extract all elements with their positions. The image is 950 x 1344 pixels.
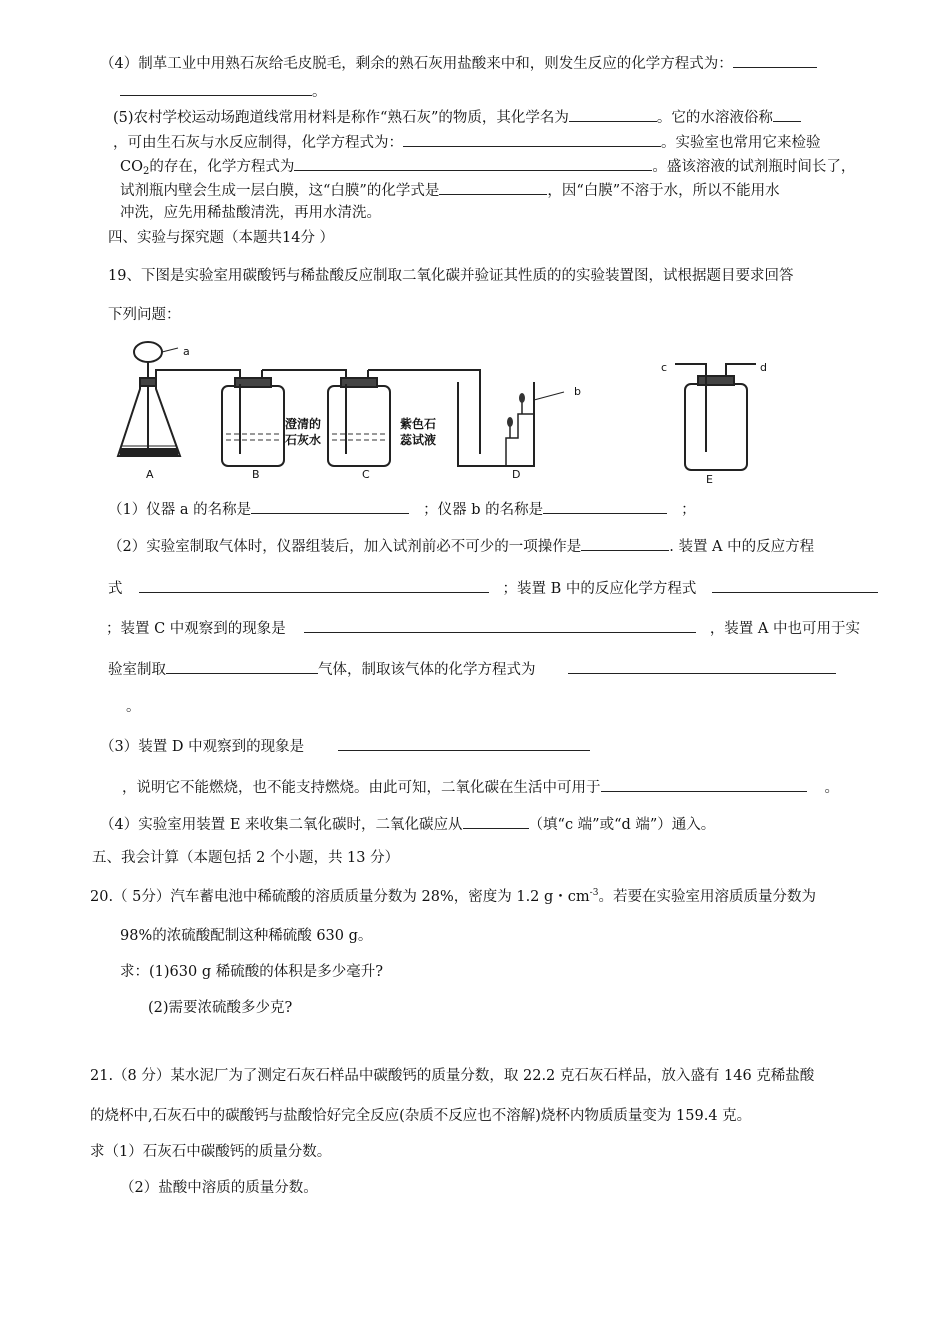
q19-part4: （4）实验室用装置 E 来收集二氧化碳时，二氧化碳应从 （填“c 端”或“d 端”）通入。 xyxy=(100,813,715,835)
label-a: a xyxy=(183,345,190,358)
answer-blank[interactable] xyxy=(463,813,529,829)
q21-line4: （2）盐酸中溶质的质量分数。 xyxy=(120,1180,318,1196)
q20-line1: 20.（ 5分）汽车蓄电池中稀硫酸的溶质质量分数为 28%，密度为 1.2 g・$cm^{-3}$。若要在实验室用溶质质量分数为 xyxy=(90,888,816,905)
q19-part3-line1: （3）装置 D 中观察到的现象是 xyxy=(100,735,590,757)
q21-line2: 的烧杯中,石灰石中的碳酸钙与盐酸恰好完全反应(杂质不反应也不溶解)烧杯内物质质量变为 159.4 克。 xyxy=(90,1108,752,1124)
caption-e: E xyxy=(706,473,713,486)
liquid-label-b-2: 石灰水 xyxy=(285,433,322,447)
q19-part3-line2: ，说明它不能燃烧，也不能支持燃烧。由此可知，二氧化碳在生活中可用于 。 xyxy=(122,776,839,798)
q18-part5-line1: (5)农村学校运动场跑道线常用材料是称作“熟石灰”的物质，其化学名为 。它的水溶液俗称 xyxy=(113,106,801,128)
q19-part1: （1）仪器 a 的名称是 ；仪器 b 的名称是 ； xyxy=(108,498,696,520)
caption-b: B xyxy=(252,468,260,481)
answer-blank[interactable] xyxy=(568,658,836,674)
label-c: c xyxy=(661,361,668,374)
section5-heading: 五、我会计算（本题包括 2 个小题，共 13 分） xyxy=(92,850,400,866)
q18-part4-line2: 。 xyxy=(120,80,327,102)
q19-part2-line3: ；装置 C 中观察到的现象是 ，装置 A 中也可用于实 xyxy=(106,617,860,639)
q18-part5-line2: ，可由生石灰与水反应制得，化学方程式为： 。实验室也常用它来检验 xyxy=(113,131,821,153)
q19-part2-line1: （2）实验室制取气体时，仪器组装后，加入试剂前必不可少的一项操作是 . 装置 A 中的反应方程 xyxy=(108,535,814,557)
answer-blank[interactable] xyxy=(139,577,489,593)
q19-part2-line5: 。 xyxy=(126,699,141,715)
label-d: d xyxy=(760,361,767,374)
q20-line4: (2)需要浓硫酸多少克? xyxy=(148,1000,293,1016)
liquid-label-c-2: 蕊试液 xyxy=(400,433,437,447)
answer-blank[interactable] xyxy=(773,106,801,122)
caption-a: A xyxy=(146,468,154,481)
q21-line1: 21.（8 分）某水泥厂为了测定石灰石样品中碳酸钙的质量分数，取 22.2 克石灰石样品，放入盛有 146 克稀盐酸 xyxy=(90,1068,815,1084)
answer-blank[interactable] xyxy=(294,155,652,171)
answer-blank[interactable] xyxy=(733,52,817,68)
q18-part5-line3: $CO_2$的存在，化学方程式为 。盛该溶液的试剂瓶时间长了， xyxy=(120,155,855,182)
q19-part2-line2: 式 ；装置 B 中的反应化学方程式 xyxy=(108,577,878,599)
caption-d: D xyxy=(512,468,521,481)
answer-blank[interactable] xyxy=(166,658,318,674)
answer-blank[interactable] xyxy=(569,106,657,122)
q18-part4-line1: （4）制革工业中用熟石灰给毛皮脱毛，剩余的熟石灰用盐酸来中和，则发生反应的化学方程式为： xyxy=(100,52,817,74)
answer-blank[interactable] xyxy=(439,179,547,195)
answer-blank[interactable] xyxy=(251,498,409,514)
section4-heading: 四、实验与探究题（本题共14分 ） xyxy=(108,230,335,246)
q21-line3: 求（1）石灰石中碳酸钙的质量分数。 xyxy=(90,1144,332,1160)
answer-blank[interactable] xyxy=(601,776,807,792)
answer-blank[interactable] xyxy=(120,80,312,96)
q19-intro-line1: 19、下图是实验室用碳酸钙与稀盐酸反应制取二氧化碳并验证其性质的的实验装置图，试根据题目要求回答 xyxy=(108,268,794,284)
apparatus-diagram xyxy=(110,334,790,484)
q20-line3: 求：(1)630 g 稀硫酸的体积是多少毫升? xyxy=(120,964,383,980)
answer-blank[interactable] xyxy=(712,577,878,593)
answer-blank[interactable] xyxy=(403,131,661,147)
liquid-label-c-1: 紫色石 xyxy=(400,417,437,431)
q18-part5-line5: 冲洗，应先用稀盐酸清洗，再用水清洗。 xyxy=(120,205,381,221)
answer-blank[interactable] xyxy=(543,498,667,514)
q19-intro-line2: 下列问题： xyxy=(108,307,181,323)
q18-part5-line4: 试剂瓶内壁会生成一层白膜，这“白膜”的化学式是 ，因“白膜”不溶于水，所以不能用水 xyxy=(120,179,780,201)
caption-c: C xyxy=(362,468,370,481)
q19-part2-line4: 验室制取 气体，制取该气体的化学方程式为 xyxy=(108,658,836,680)
liquid-label-b-1: 澄清的 xyxy=(285,417,322,431)
answer-blank[interactable] xyxy=(581,535,669,551)
label-b: b xyxy=(574,385,581,398)
q20-line2: 98%的浓硫酸配制这种稀硫酸 630 g。 xyxy=(120,928,373,944)
answer-blank[interactable] xyxy=(338,735,590,751)
answer-blank[interactable] xyxy=(304,617,696,633)
